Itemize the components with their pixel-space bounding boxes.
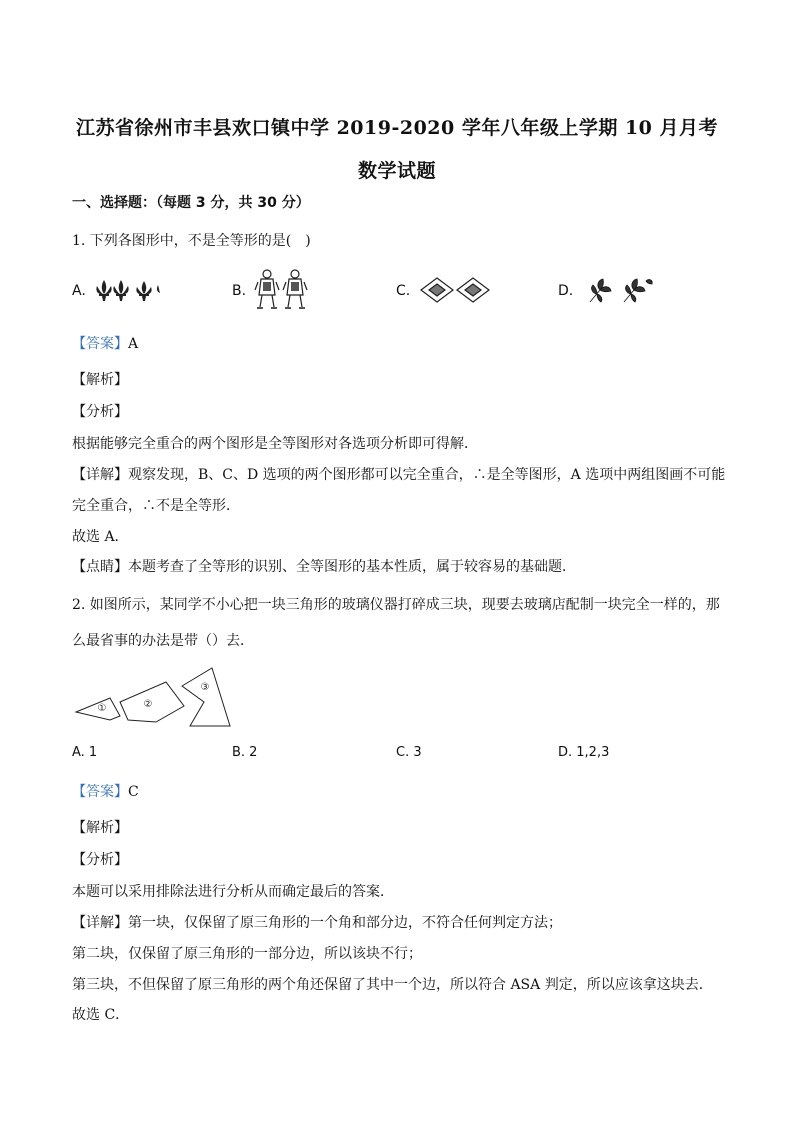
q1-answer-value: A [128, 336, 139, 352]
q2-fenxi-tag: 【分析】 [72, 852, 128, 868]
piece-label-1: ① [97, 703, 107, 714]
q1-xiangjie-line1 [72, 464, 725, 484]
q1-option-b-label: B. [232, 283, 247, 299]
q1-dianjing-tag: 【点睛】 [72, 559, 128, 575]
q1-xiangjie-text1: 观察发现，B、C、D 选项的两个图形都可以完全重合，∴是全等图形，A 选项中两组图画不可能 [128, 467, 726, 483]
q1-answer [72, 333, 138, 353]
q2-stem-line2: 么最省事的办法是带（）去． [72, 633, 254, 649]
q2-xiangjie-text1: 第一块，仅保留了原三角形的一个角和部分边，不符合任何判定方法； [128, 915, 562, 931]
q1-xiangjie-line2: 完全重合，∴不是全等形． [72, 498, 240, 514]
q1-dianjing [72, 556, 576, 576]
document-title-line1: 江苏省徐州市丰县欢口镇中学 2019-2020 学年八年级上学期 10 月月考 [75, 117, 719, 139]
q2-broken-glass-figure [74, 664, 234, 732]
q2-option-c: C. 3 [396, 745, 422, 760]
q2-option-a: A. 1 [72, 745, 98, 760]
q1-option-a-fleur-icon [94, 276, 166, 304]
q2-xiangjie-line1 [72, 912, 562, 932]
q1-guxuan: 故选 A． [72, 529, 129, 545]
q2-answer-tag: 【答案】 [72, 784, 128, 800]
q1-answer-tag: 【答案】 [72, 336, 128, 352]
q1-option-c-label: C. [396, 283, 411, 299]
q1-fenxi-tag: 【分析】 [72, 404, 128, 420]
q1-stem: 1. 下列各图形中，不是全等形的是( ) [72, 233, 311, 249]
q1-dianjing-text: 本题考查了全等形的识别、全等图形的基本性质，属于较容易的基础题． [128, 559, 576, 575]
glass-piece-3 [182, 668, 230, 726]
q1-jiexi-tag: 【解析】 [72, 372, 128, 388]
q2-option-b: B. 2 [232, 745, 258, 760]
q2-stem-line1: 2. 如图所示，某同学不小心把一块三角形的玻璃仪器打碎成三块，现要去玻璃店配制一块完全一样的，那 [72, 597, 720, 613]
piece-label-2: ② [143, 699, 153, 710]
q1-xiangjie-tag: 【详解】 [72, 467, 128, 483]
q2-guxuan: 故选 C． [72, 1007, 130, 1023]
piece-label-3: ③ [200, 682, 210, 693]
q2-xiangjie-tag: 【详解】 [72, 915, 128, 931]
section-heading: 一、选择题：（每题 3 分，共 30 分） [72, 195, 310, 211]
q2-option-d: D. 1,2,3 [558, 745, 610, 760]
q2-answer [72, 781, 139, 801]
q2-xiangjie-line2: 第二块，仅保留了原三角形的一部分边，所以该块不行； [72, 946, 422, 962]
q2-answer-value: C [128, 784, 139, 800]
q2-xiangjie-line3: 第三块，不但保留了原三角形的两个角还保留了其中一个边，所以符合 ASA 判定，所以应该拿这块去． [72, 977, 713, 993]
q1-option-b-figure-icon [254, 268, 314, 310]
q1-fenxi-text: 根据能够完全重合的两个图形是全等图形对各选项分析即可得解． [72, 436, 478, 452]
q1-option-d-label: D. [558, 283, 574, 299]
q1-option-a-label: A. [72, 283, 86, 299]
document-title-line2: 数学试题 [357, 160, 436, 182]
q2-fenxi-text: 本题可以采用排除法进行分析从而确定最后的答案． [72, 884, 394, 900]
q1-option-d-leaf-icon [586, 274, 658, 306]
q2-jiexi-tag: 【解析】 [72, 820, 128, 836]
q1-option-c-diamond-icon [419, 276, 493, 304]
